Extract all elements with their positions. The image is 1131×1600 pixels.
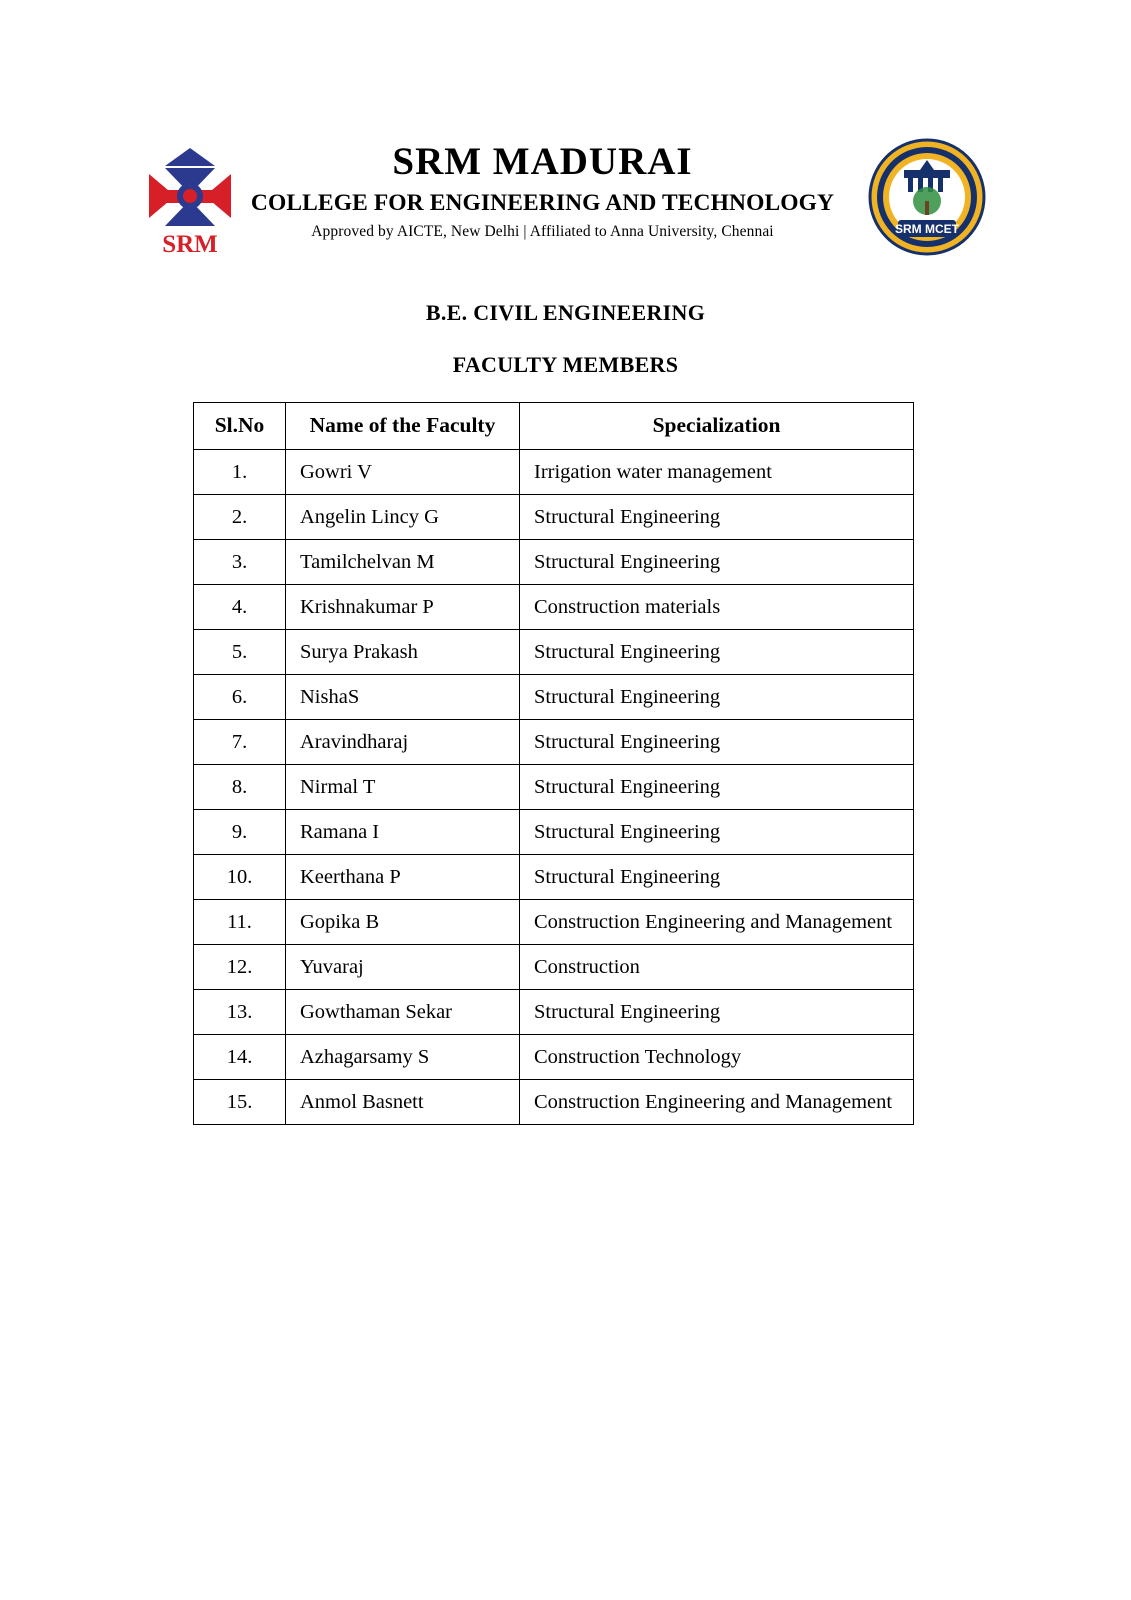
svg-text:SRM MCET: SRM MCET (895, 222, 959, 236)
srm-mcet-seal-icon (868, 138, 986, 256)
faculty-table (193, 402, 914, 1125)
cell-name: Aravindharaj (286, 720, 520, 765)
cell-name: Angelin Lincy G (286, 495, 520, 540)
cell-name: Azhagarsamy S (286, 1035, 520, 1080)
table-body (194, 450, 914, 1125)
cell-specialization: Construction Technology (520, 1035, 914, 1080)
table-header (194, 403, 914, 450)
faculty-table-container (193, 402, 913, 1125)
cell-name: Ramana I (286, 810, 520, 855)
cell-name: Yuvaraj (286, 945, 520, 990)
page-subtitle: FACULTY MEMBERS (452, 352, 679, 377)
cell-slno: 15. (194, 1080, 286, 1125)
cell-specialization: Structural Engineering (520, 630, 914, 675)
cell-specialization: Irrigation water management (520, 450, 914, 495)
cell-slno: 11. (194, 900, 286, 945)
table-header-row (194, 403, 914, 450)
cell-slno: 10. (194, 855, 286, 900)
institution-subtitle: COLLEGE FOR ENGINEERING AND TECHNOLOGY (250, 189, 835, 216)
srm-logo-icon (135, 138, 245, 258)
table-row (194, 675, 914, 720)
cell-specialization: Structural Engineering (520, 810, 914, 855)
table-row (194, 990, 914, 1035)
table-row (194, 810, 914, 855)
cell-specialization: Structural Engineering (520, 675, 914, 720)
cell-slno: 6. (194, 675, 286, 720)
cell-slno: 3. (194, 540, 286, 585)
cell-name: Krishnakumar P (286, 585, 520, 630)
table-row (194, 720, 914, 765)
table-row (194, 900, 914, 945)
cell-specialization: Construction (520, 945, 914, 990)
cell-slno: 14. (194, 1035, 286, 1080)
cell-name: Tamilchelvan M (286, 540, 520, 585)
letterhead (0, 130, 1131, 265)
cell-slno: 7. (194, 720, 286, 765)
page-title: B.E. CIVIL ENGINEERING (425, 300, 706, 325)
table-row (194, 495, 914, 540)
cell-name: NishaS (286, 675, 520, 720)
cell-specialization: Structural Engineering (520, 765, 914, 810)
cell-slno: 4. (194, 585, 286, 630)
cell-slno: 9. (194, 810, 286, 855)
cell-slno: 12. (194, 945, 286, 990)
cell-name: Gopika B (286, 900, 520, 945)
svg-text:SRM: SRM (162, 231, 218, 258)
table-row (194, 630, 914, 675)
table-row (194, 855, 914, 900)
cell-name: Surya Prakash (286, 630, 520, 675)
approval-line: Approved by AICTE, New Delhi | Affiliated to Anna University, Chennai (311, 222, 774, 240)
column-header-specialization: Specialization (520, 403, 914, 450)
table-row (194, 945, 914, 990)
cell-specialization: Structural Engineering (520, 540, 914, 585)
cell-specialization: Structural Engineering (520, 495, 914, 540)
cell-specialization: Construction Engineering and Management (520, 900, 914, 945)
cell-specialization: Construction materials (520, 585, 914, 630)
table-row (194, 450, 914, 495)
institution-heading (250, 142, 835, 241)
table-row (194, 1080, 914, 1125)
cell-name: Nirmal T (286, 765, 520, 810)
table-row (194, 585, 914, 630)
table-row (194, 1035, 914, 1080)
cell-name: Gowri V (286, 450, 520, 495)
cell-slno: 1. (194, 450, 286, 495)
cell-slno: 8. (194, 765, 286, 810)
cell-name: Anmol Basnett (286, 1080, 520, 1125)
institution-title: SRM MADURAI (392, 140, 693, 183)
cell-slno: 5. (194, 630, 286, 675)
column-header-name: Name of the Faculty (286, 403, 520, 450)
cell-name: Keerthana P (286, 855, 520, 900)
cell-specialization: Construction Engineering and Management (520, 1080, 914, 1125)
cell-specialization: Structural Engineering (520, 720, 914, 765)
column-header-slno: Sl.No (194, 403, 286, 450)
cell-specialization: Structural Engineering (520, 990, 914, 1035)
cell-name: Gowthaman Sekar (286, 990, 520, 1035)
table-row (194, 540, 914, 585)
cell-slno: 13. (194, 990, 286, 1035)
cell-specialization: Structural Engineering (520, 855, 914, 900)
cell-slno: 2. (194, 495, 286, 540)
table-row (194, 765, 914, 810)
